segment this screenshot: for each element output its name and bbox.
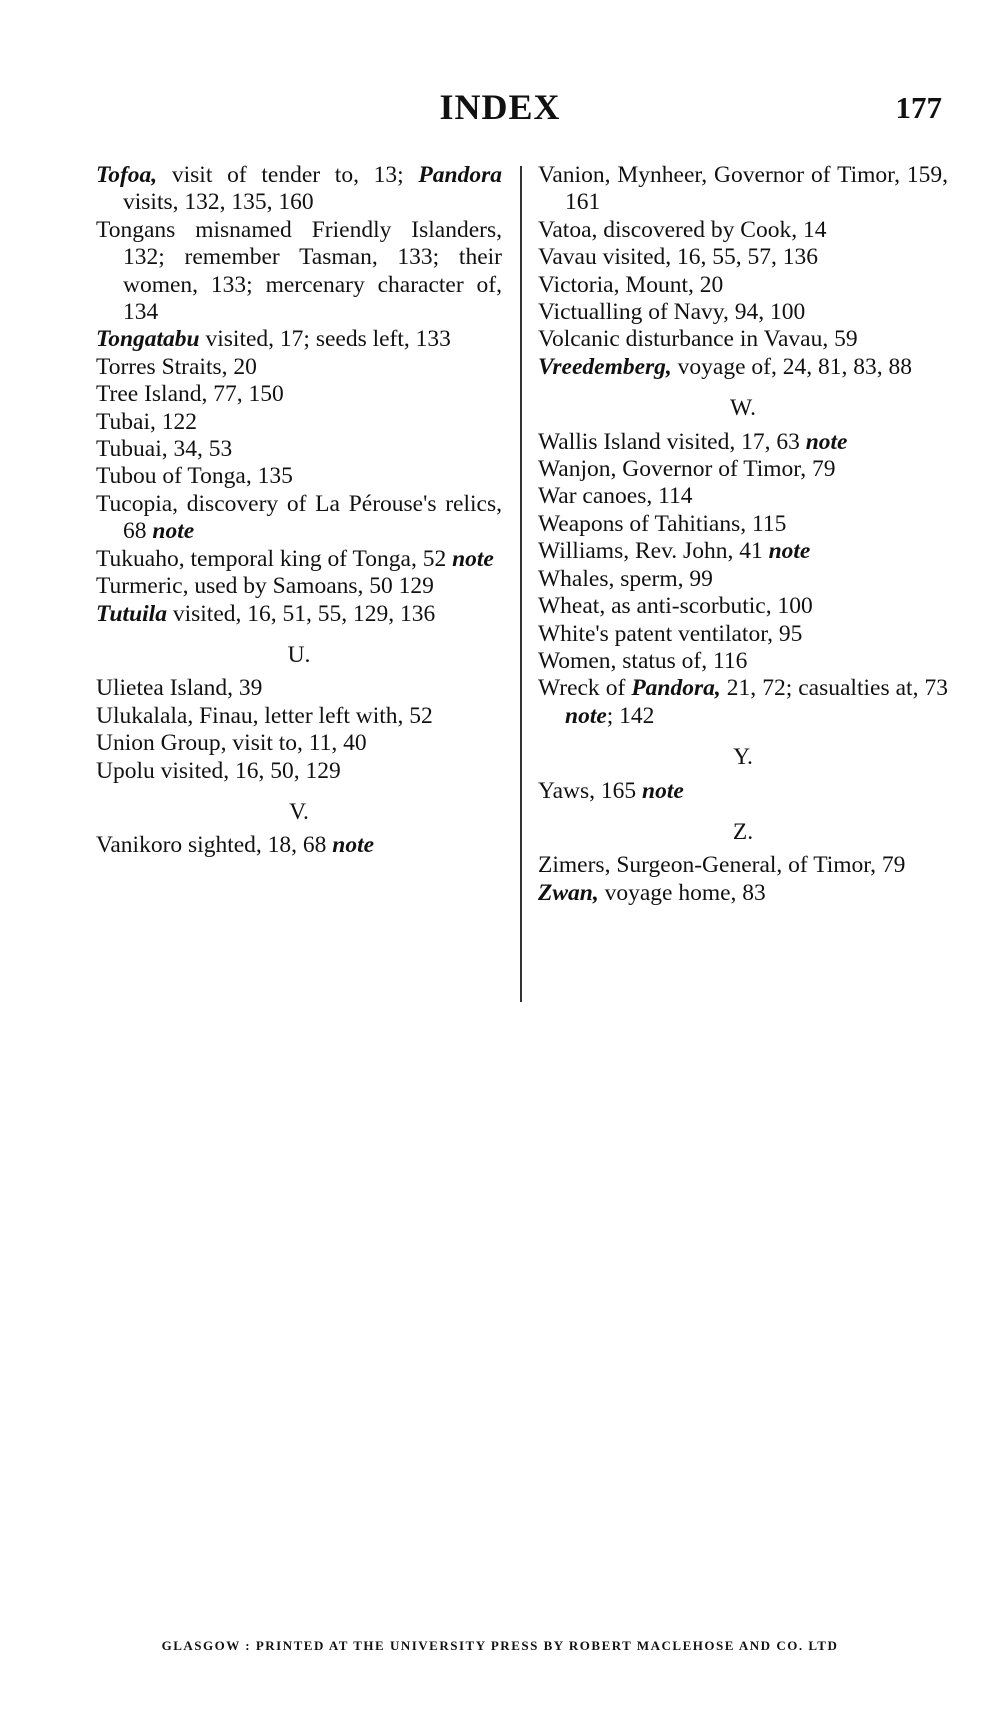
index-entry <box>538 272 948 299</box>
entry-heading: Volcanic disturbance <box>538 326 734 353</box>
index-entry <box>96 491 502 546</box>
index-entry <box>96 573 502 600</box>
entry-heading: Vanion, <box>538 162 611 188</box>
entry-heading: Victoria, Mount, 20 <box>538 271 724 298</box>
index-column-right <box>538 162 948 907</box>
index-entry <box>538 511 948 538</box>
entry-heading: Wreck of <box>538 675 626 702</box>
entry-text: voyage home, 83 <box>598 879 766 906</box>
entry-text: 21, 72; casualties at, 73 <box>720 675 948 702</box>
index-entry <box>96 463 502 490</box>
index-entry <box>96 703 502 730</box>
index-entry <box>538 648 948 675</box>
index-entry <box>96 758 502 785</box>
entry-heading: War canoes, 114 <box>538 483 693 510</box>
entry-heading: Wanjon, <box>538 456 617 483</box>
entry-text: Governor of Timor, 79 <box>616 456 836 483</box>
entry-heading: Ulietea Island, 39 <box>96 675 263 702</box>
entry-heading: Ulukalala, <box>96 702 194 729</box>
entry-heading: Weapons of Tahitians, <box>538 510 747 537</box>
section-letter: W. <box>730 395 756 422</box>
index-entry <box>538 593 948 620</box>
index-entry <box>538 299 948 326</box>
entry-heading: Tucopia, <box>96 490 179 517</box>
index-entry <box>538 354 948 381</box>
entry-heading: Tubai, 122 <box>96 408 197 435</box>
section-letter: V. <box>289 798 309 825</box>
entry-italic: note <box>152 518 195 545</box>
entry-text: voyage of, 24, 81, 83, 88 <box>671 353 912 380</box>
index-entry <box>538 162 948 217</box>
index-entry <box>96 832 502 859</box>
entry-text: misnamed Friendly Islanders, 132; remember Tasman, 133; their women, 133; mercenary character of, 134 <box>123 216 502 326</box>
index-entry <box>96 730 502 757</box>
entry-text: 94, 100 <box>728 299 806 326</box>
index-entry <box>538 456 948 483</box>
entry-heading: Women, <box>538 647 617 674</box>
entry-text: 16, 50, 129 <box>229 757 341 784</box>
entry-heading: Turmeric, <box>96 573 189 600</box>
entry-text: as anti-scorbutic, 100 <box>605 593 813 620</box>
index-entry <box>96 675 502 702</box>
entry-heading: Torres Straits, 20 <box>96 353 257 380</box>
index-entry <box>538 778 948 805</box>
page-title: INDEX <box>439 87 561 127</box>
index-entry <box>538 483 948 510</box>
section-letter: Z. <box>732 818 754 845</box>
entry-text: temporal king of Tonga, 52 <box>184 545 453 572</box>
entry-text: Mynheer, Governor of Timor, 159, 161 <box>565 162 948 216</box>
index-entry <box>96 381 502 408</box>
index-entry <box>96 436 502 463</box>
entry-heading: White's patent ventilator, <box>538 620 773 647</box>
entry-heading: Tree Island, 77, 150 <box>96 381 284 408</box>
entry-heading: Whales, sperm, 99 <box>538 565 713 592</box>
entry-text: 95 <box>772 620 803 647</box>
index-entry <box>538 675 948 730</box>
index-entry <box>538 852 948 879</box>
entry-heading: Tukuaho, <box>96 545 185 572</box>
page-number: 177 <box>895 90 942 125</box>
entry-heading: Vavau visited, <box>538 244 672 271</box>
entry-text: visit to, 11, 40 <box>226 730 367 757</box>
entry-heading: Wheat, <box>538 593 606 620</box>
index-entry <box>96 162 502 217</box>
entry-heading: Upolu visited, <box>96 757 230 784</box>
entry-heading: Vreedemberg, <box>538 353 672 380</box>
entry-text: ; 142 <box>606 702 655 729</box>
page-header <box>0 86 1000 136</box>
entry-text: visit of tender to, 13; <box>157 162 419 188</box>
entry-text: Rev. John, 41 <box>629 538 769 565</box>
index-entry <box>538 538 948 565</box>
entry-heading: Victualling of Navy, <box>538 299 729 326</box>
index-column-left <box>96 162 502 860</box>
entry-text: visited, 16, 51, 55, 129, 136 <box>166 600 436 627</box>
entry-heading: Wallis Island <box>538 428 661 455</box>
entry-heading: Union Group, <box>96 730 227 757</box>
index-entry <box>96 409 502 436</box>
index-entry <box>538 217 948 244</box>
entry-italic: note <box>805 428 848 455</box>
entry-italic: Pandora, <box>631 675 721 702</box>
index-entry <box>538 244 948 271</box>
entry-heading: Williams, <box>538 538 630 565</box>
index-entry <box>538 326 948 353</box>
entry-text: 18, 68 <box>261 832 333 859</box>
entry-text: Surgeon-General, of Timor, 79 <box>610 852 906 879</box>
entry-heading: Tubou of Tonga, 135 <box>96 463 293 490</box>
entry-heading: Vanikoro sighted, <box>96 832 262 859</box>
entry-text: discovered by Cook, 14 <box>597 216 827 243</box>
entry-heading: Zimers, <box>538 852 611 879</box>
index-entry <box>538 429 948 456</box>
column-divider <box>520 166 522 1002</box>
index-entry <box>96 217 502 327</box>
entry-text: Finau, letter left with, 52 <box>193 702 433 729</box>
index-entry <box>538 621 948 648</box>
entry-heading: Vatoa, <box>538 216 598 243</box>
section-letter: U. <box>287 641 311 668</box>
section-letter: Y. <box>733 744 753 771</box>
entry-text: 115 <box>746 510 787 537</box>
entry-text: status of, 116 <box>616 647 748 674</box>
entry-text: used by Samoans, 50 129 <box>188 573 434 600</box>
index-entry <box>538 880 948 907</box>
entry-text: 16, 55, 57, 136 <box>671 244 819 271</box>
printer-imprint: GLASGOW : PRINTED AT THE UNIVERSITY PRESS BY ROBERT MACLEHOSE AND CO. LTD <box>161 1638 839 1653</box>
entry-heading: Tongans <box>96 216 176 243</box>
entry-text: visits, 132, 135, 160 <box>123 189 314 216</box>
entry-text: discovery of La Pérouse's relics, 68 <box>123 490 502 545</box>
entry-italic: note <box>768 538 811 565</box>
entry-heading: Yaws, <box>538 777 596 804</box>
entry-text: visited, 17; seeds left, 133 <box>199 326 451 353</box>
entry-italic: note <box>452 545 494 572</box>
entry-heading: Tutuila <box>96 600 167 627</box>
index-entry <box>96 326 502 353</box>
entry-italic: note <box>332 832 375 859</box>
index-entry <box>96 354 502 381</box>
entry-text: visited, 17, 63 <box>660 428 806 455</box>
entry-heading: Tongatabu <box>96 326 200 353</box>
entry-heading: Tubuai, 34, 53 <box>96 436 233 463</box>
entry-heading: Tofoa, <box>96 162 158 188</box>
entry-italic: note <box>565 702 607 729</box>
index-entry <box>96 601 502 628</box>
entry-text: 165 <box>595 777 643 804</box>
entry-heading: Zwan, <box>538 879 599 906</box>
index-entry <box>538 566 948 593</box>
index-entry <box>96 546 502 573</box>
entry-italic: note <box>642 777 684 804</box>
entry-text: in Vavau, 59 <box>734 326 858 353</box>
entry-italic: Pandora <box>418 162 502 188</box>
